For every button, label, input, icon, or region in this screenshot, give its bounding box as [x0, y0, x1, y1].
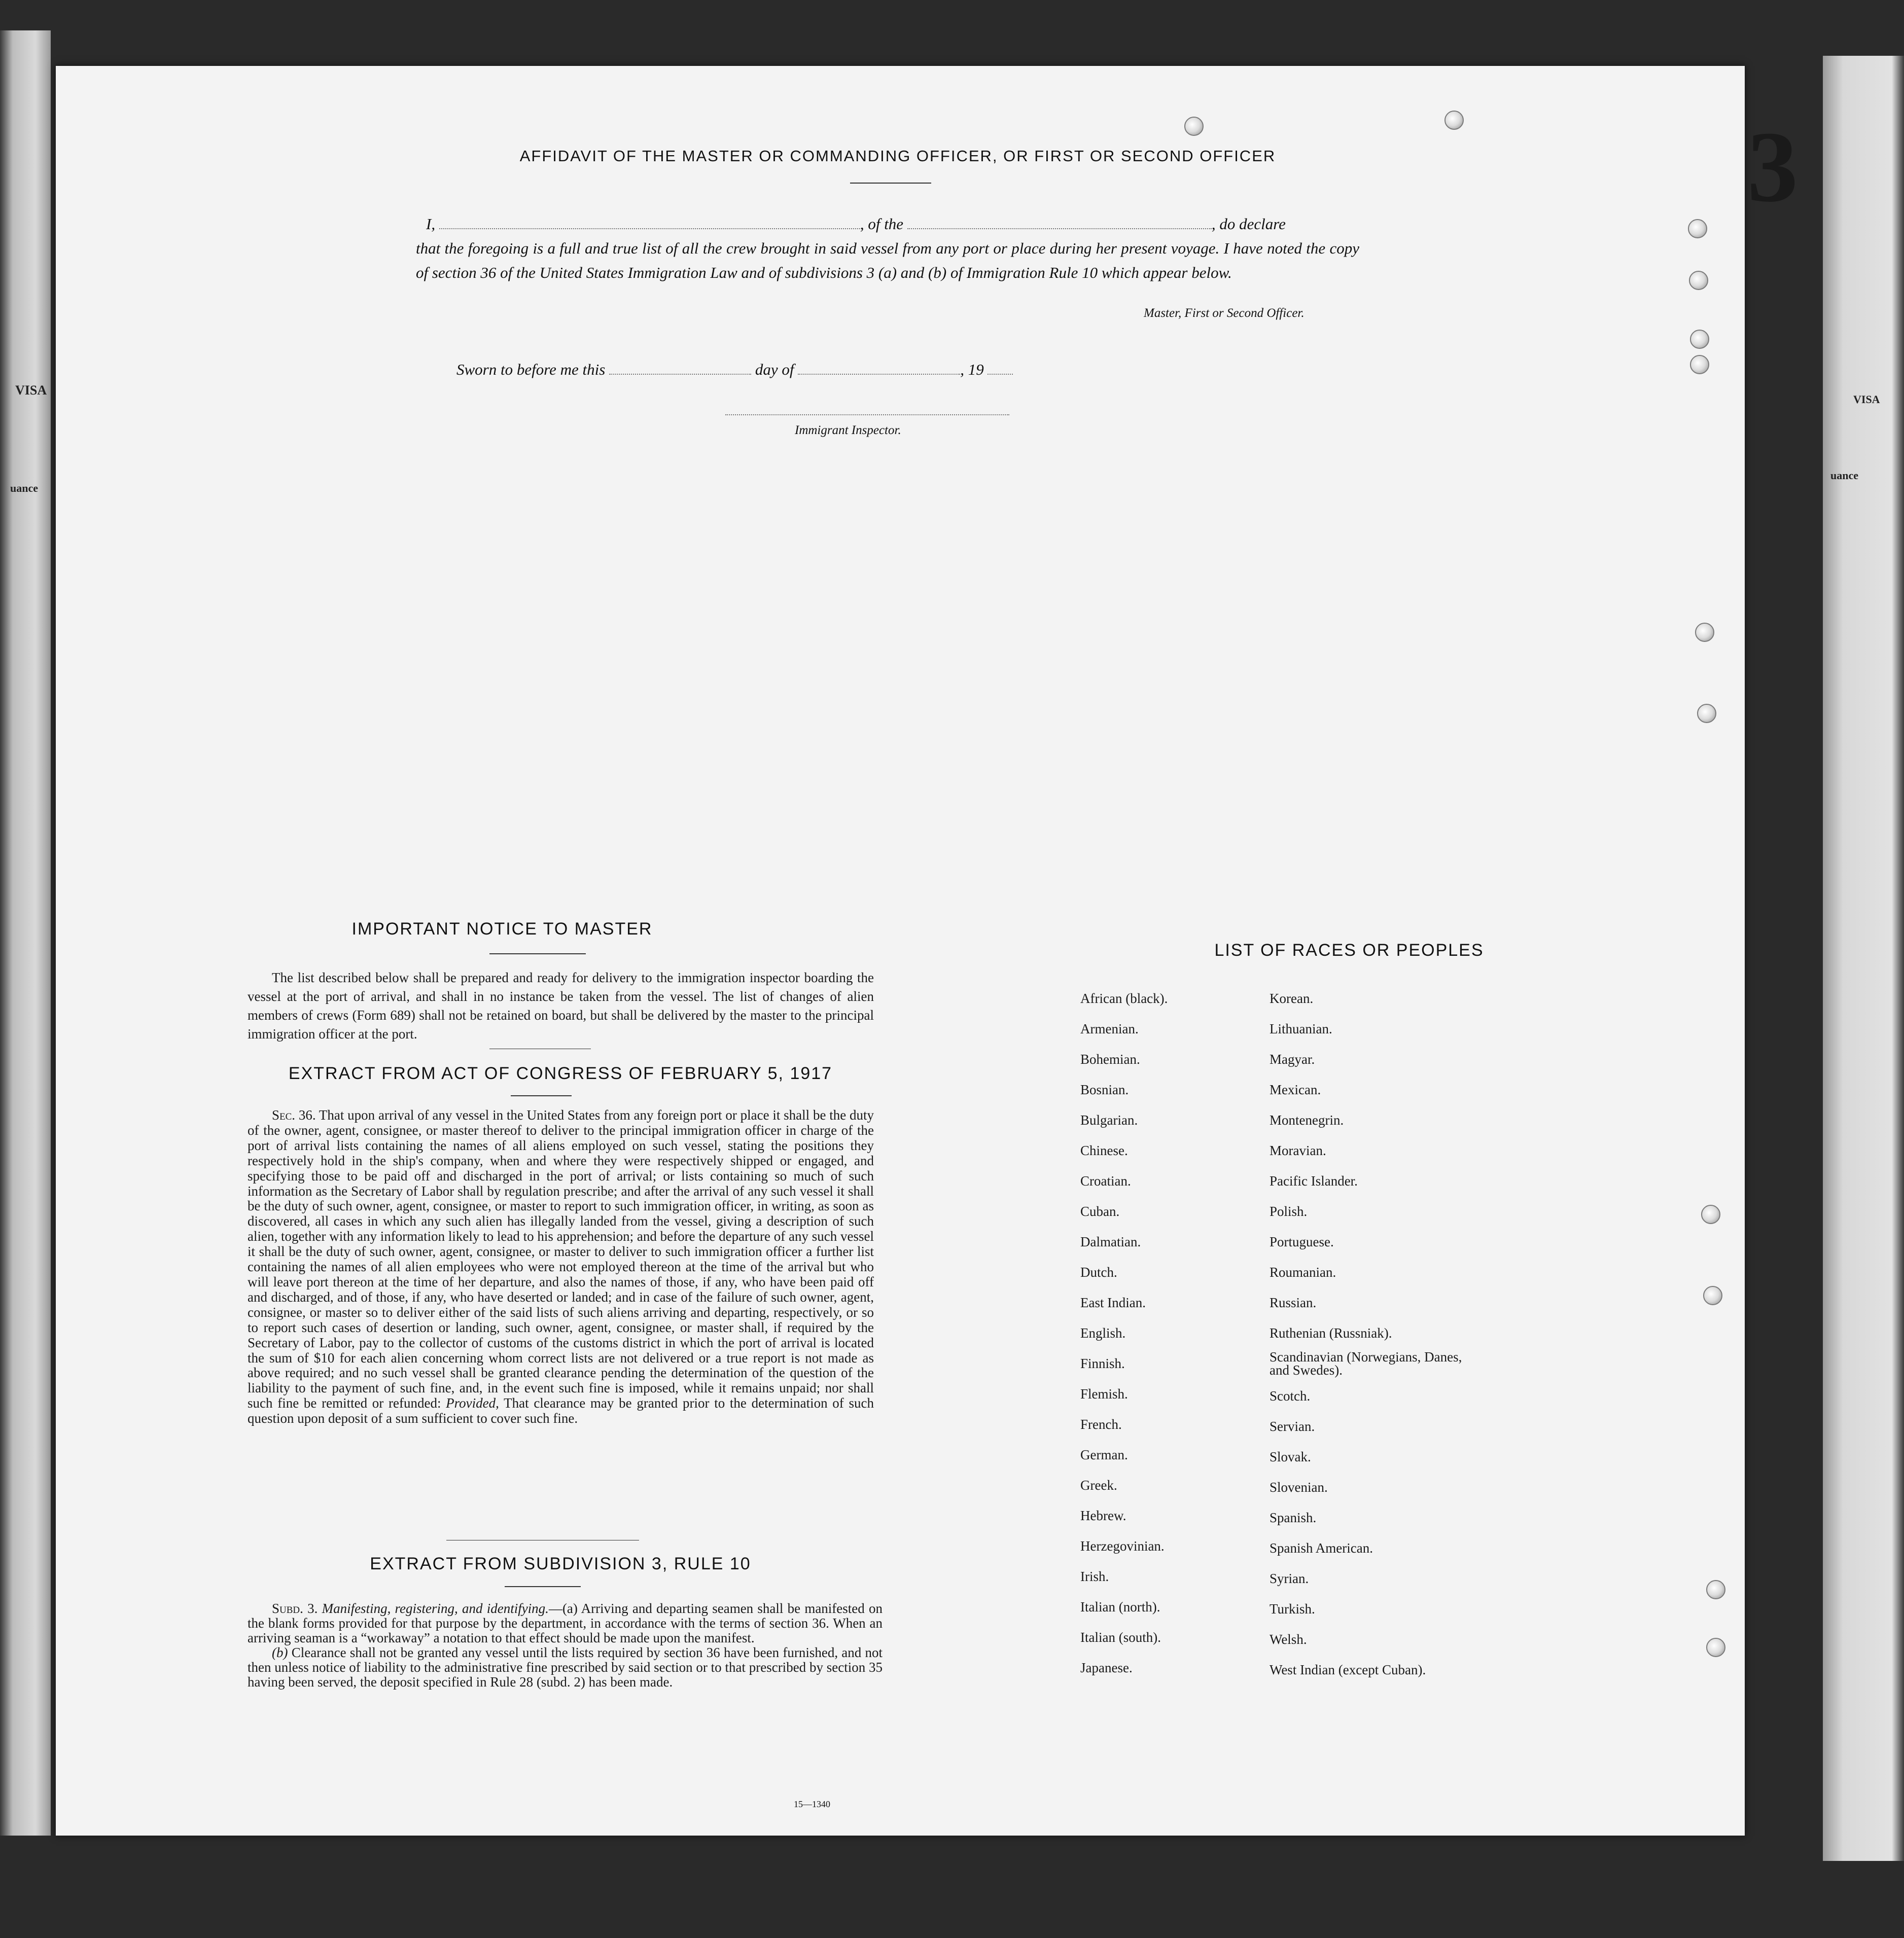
races-column-2 — [1270, 983, 1483, 1685]
punch-hole — [1706, 1638, 1725, 1657]
race-item: Flemish. — [1080, 1386, 1128, 1402]
inspector-signature-line[interactable] — [725, 414, 1009, 415]
punch-hole — [1688, 219, 1707, 238]
race-item: Spanish American. — [1270, 1540, 1373, 1556]
race-item: Dalmatian. — [1080, 1234, 1141, 1249]
race-item: Lithuanian. — [1270, 1021, 1332, 1036]
races-title: LIST OF RACES OR PEOPLES — [1214, 941, 1484, 960]
punch-hole — [1444, 111, 1464, 130]
master-name-field[interactable] — [439, 218, 860, 229]
vessel-name-field[interactable] — [907, 218, 1212, 229]
race-item: Mexican. — [1270, 1082, 1321, 1097]
race-item: Korean. — [1270, 991, 1314, 1006]
race-item: Japanese. — [1080, 1660, 1133, 1675]
affidavit-i-label: I, — [426, 215, 436, 233]
notice-title-underline — [489, 953, 586, 954]
race-item: Welsh. — [1270, 1632, 1307, 1647]
race-item: Ruthenian (Russniak). — [1270, 1325, 1392, 1341]
sworn-day-field[interactable] — [609, 364, 751, 375]
part-b-text: Clearance shall not be granted any vessel until the lists required by section 36 have been furnished, and not then unless notice of liability to the administrative fine prescribed by said section or to that prescribed by section 35 having been served, the deposit specified in Rule 28 (subd. 2) has been made. — [248, 1645, 883, 1690]
race-item: French. — [1080, 1417, 1122, 1432]
race-item: Roumanian. — [1270, 1265, 1336, 1280]
sworn-label: Sworn to before me this — [456, 361, 606, 378]
rule-part-a — [248, 1601, 883, 1645]
race-item: Croatian. — [1080, 1173, 1131, 1189]
affidavit-first-line — [416, 212, 1359, 236]
punch-hole — [1184, 117, 1204, 136]
left-edge-issuance-label: uance — [10, 482, 38, 494]
race-item: Hebrew. — [1080, 1508, 1126, 1523]
punch-hole — [1701, 1205, 1720, 1224]
page-number: 3 — [1747, 111, 1798, 223]
race-item: Finnish. — [1080, 1356, 1125, 1371]
sworn-year-field[interactable] — [988, 364, 1013, 375]
races-column-1 — [1080, 983, 1248, 1683]
rule-title-underline — [505, 1586, 581, 1587]
act-title-underline — [511, 1095, 572, 1096]
race-item: Syrian. — [1270, 1571, 1309, 1586]
right-edge-visa-label: VISA — [1853, 393, 1880, 406]
form-code: 15—1340 — [794, 1799, 830, 1809]
punch-hole — [1690, 330, 1709, 349]
race-item: African (black). — [1080, 991, 1168, 1006]
document-page — [56, 66, 1745, 1836]
race-item: English. — [1080, 1325, 1126, 1341]
subd-heading: Manifesting, registering, and identifying. — [322, 1601, 549, 1616]
race-item: Dutch. — [1080, 1265, 1117, 1280]
act-extract-title: EXTRACT FROM ACT OF CONGRESS OF FEBRUARY 5, 1917 — [288, 1064, 833, 1083]
affidavit-body: that the foregoing is a full and true list of all the crew brought in said vessel from any port or place during her present voyage. I have noted the copy of section 36 of the United States Immigration Law and of subdivisions 3 (a) and (b) of Immigration Rule 10 which appear below. — [416, 239, 1359, 281]
punch-hole — [1697, 704, 1716, 723]
race-item: Irish. — [1080, 1569, 1109, 1584]
race-item: Herzegovinian. — [1080, 1538, 1165, 1554]
race-item: Italian (south). — [1080, 1630, 1161, 1645]
punch-hole — [1703, 1286, 1722, 1305]
left-page-edge — [0, 30, 51, 1836]
affidavit-of-the-label: , of the — [860, 215, 904, 233]
part-b-label: (b) — [272, 1645, 288, 1660]
race-item: Italian (north). — [1080, 1599, 1160, 1614]
punch-hole — [1689, 271, 1708, 290]
race-item: Chinese. — [1080, 1143, 1128, 1158]
proviso-text: That clearance may be granted prior to the determination of such question upon deposit of a sum sufficient to cover such fine. — [248, 1395, 874, 1426]
race-item: German. — [1080, 1447, 1128, 1462]
sworn-month-field[interactable] — [798, 364, 960, 375]
punch-hole — [1706, 1580, 1725, 1599]
notice-text: The list described below shall be prepared and ready for delivery to the immigration inspector boarding the vessel at the port of arrival, and shall in no instance be taken from the vessel. The list of changes of alien members of crews (Form 689) shall not be retained on board, but shall be delivered by the master to the principal immigration officer at the port. — [248, 970, 874, 1042]
race-item: Russian. — [1270, 1295, 1317, 1310]
race-item: Bosnian. — [1080, 1082, 1129, 1097]
proviso-label: Provided, — [446, 1395, 499, 1411]
race-item: Bulgarian. — [1080, 1112, 1138, 1128]
right-page-edge — [1823, 56, 1904, 1861]
subd-label: Subd. 3. — [272, 1601, 318, 1616]
affidavit-title: AFFIDAVIT OF THE MASTER OR COMMANDING OFFICER, OR FIRST OR SECOND OFFICER — [519, 147, 1276, 165]
race-item: Turkish. — [1270, 1601, 1315, 1617]
section-36-text — [248, 1108, 874, 1426]
punch-hole — [1690, 355, 1709, 374]
punch-hole — [1695, 623, 1714, 642]
race-item: Montenegrin. — [1270, 1112, 1344, 1128]
race-item: Armenian. — [1080, 1021, 1139, 1036]
race-item: Moravian. — [1270, 1143, 1326, 1158]
rule-extract-title: EXTRACT FROM SUBDIVISION 3, RULE 10 — [370, 1554, 751, 1573]
race-item: Servian. — [1270, 1419, 1315, 1434]
title-underline — [850, 183, 931, 184]
master-signature-caption: Master, First or Second Officer. — [1144, 306, 1304, 320]
right-edge-issuance-label: uance — [1830, 469, 1858, 482]
race-item: Bohemian. — [1080, 1052, 1140, 1067]
race-item: Slovak. — [1270, 1449, 1311, 1464]
race-item: Polish. — [1270, 1204, 1308, 1219]
affidavit-declaration — [416, 212, 1359, 285]
sworn-statement-line — [456, 357, 1116, 382]
race-item: Portuguese. — [1270, 1234, 1334, 1249]
section-36-label: Sec. 36. — [272, 1107, 316, 1123]
year-label: , 19 — [960, 361, 984, 378]
race-item: East Indian. — [1080, 1295, 1146, 1310]
day-of-label: day of — [755, 361, 794, 378]
race-item: Cuban. — [1080, 1204, 1120, 1219]
part-a-text: Arriving and departing seamen shall be manifested on the blank forms provided for that purpose by the department, in accordance with the terms of section 36. When an arriving seaman is a “workaway” a notation to that effect should be made upon the manifest. — [248, 1601, 883, 1645]
race-item: Scotch. — [1270, 1388, 1311, 1404]
left-edge-visa-label: VISA — [15, 383, 47, 398]
race-item: Spanish. — [1270, 1510, 1317, 1525]
race-item: Pacific Islander. — [1270, 1173, 1358, 1189]
section-36-body: That upon arrival of any vessel in the United States from any foreign port or place it shall be the duty of the owner, agent, consignee, or master thereof to deliver to the principal immigration officer in charge of the port of arrival lists containing the names of all aliens employed on such vessel, stating the positions they respectively hold in the ship's company, when and where they were respectively shipped or engaged, and specifying those to be paid off and discharged in the port of arrival; or lists containing so much of such information as the Secretary of Labor shall by regulation prescribe; and after the arrival of any such vessel it shall be the duty of such owner, agent, consignee, or master to report to such immigration officer, in writing, as soon as discovered, all cases in which any such alien has illegally landed from the vessel, giving a description of such alien, together with any information likely to lead to his apprehension; and before the departure of any such vessel it shall be the duty of such owner, agent, consignee, or master to deliver to such immigration officer a further list containing the names of all alien employees who were not employed thereon at the time of the arrival but who will leave port thereon at the time of her departure, and also the names of those, if any, who have been paid off and discharged, and of those, if any, who have deserted or landed; and in case of the failure of such owner, agent, consignee, or master so to deliver either of the said lists of such aliens arriving and departing, respectively, or so to report such cases of desertion or landing, such owner, agent, consignee, or master shall, if required by the Secretary of Labor, pay to the collector of customs of the customs district in which the port of arrival is located the sum of $10 for each alien concerning whom correct lists are not delivered or a true report is not made as above required; and no such vessel shall be granted clearance pending the determination of the question of the liability to the payment of such fine, and, in the event such fine is imposed, while it remains unpaid; nor shall such fine be remitted or refunded: — [248, 1107, 874, 1411]
inspector-caption: Immigrant Inspector. — [795, 423, 901, 437]
notice-title: IMPORTANT NOTICE TO MASTER — [351, 919, 653, 939]
race-item: West Indian (except Cuban). — [1270, 1662, 1426, 1677]
race-item: Magyar. — [1270, 1052, 1315, 1067]
rule-part-b — [248, 1645, 883, 1690]
affidavit-declare-label: , do declare — [1211, 215, 1286, 233]
race-item: Slovenian. — [1270, 1480, 1328, 1495]
race-item: Scandinavian (Norwegians, Danes, and Swedes). — [1270, 1349, 1462, 1378]
part-a-label: —(a) — [548, 1601, 578, 1616]
race-item: Greek. — [1080, 1478, 1117, 1493]
rule-10-text — [248, 1601, 883, 1690]
